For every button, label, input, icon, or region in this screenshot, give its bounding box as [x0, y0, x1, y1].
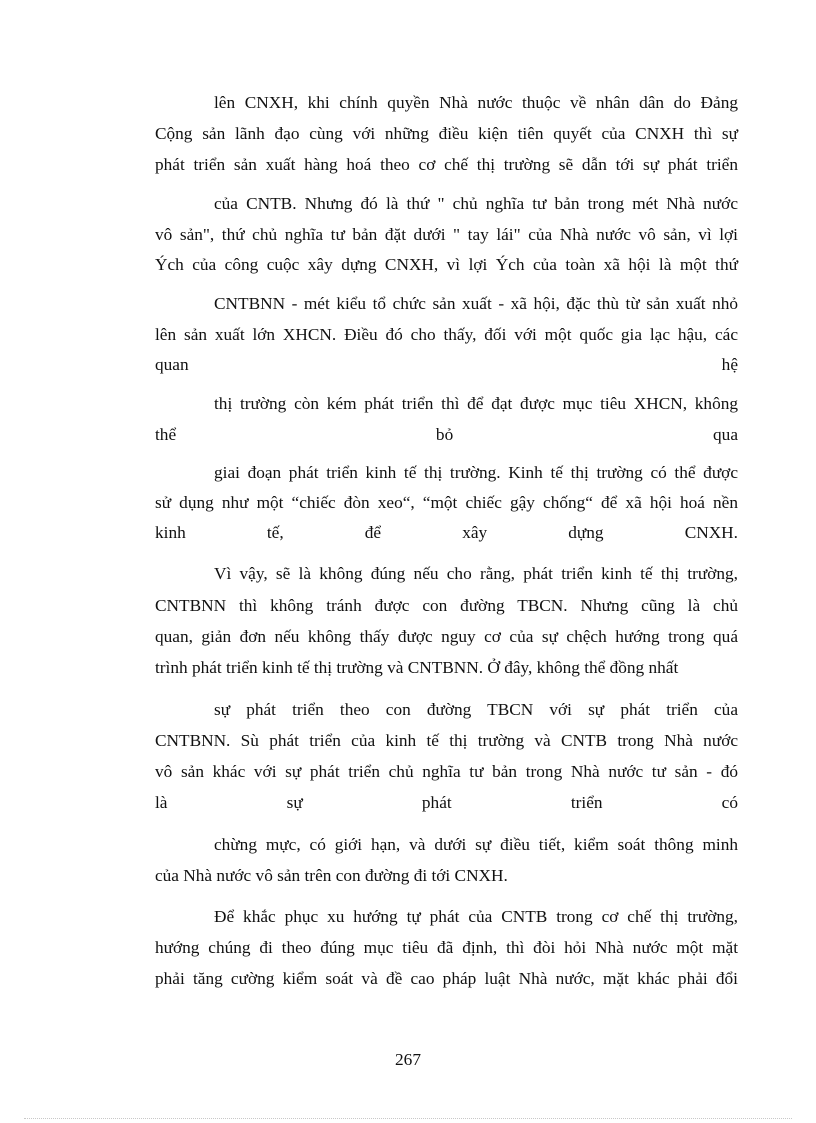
- text-line: CNTBNN - mét kiểu tổ chức sản xuất - xã hội, đặc thù từ sản xuất nhỏ: [214, 294, 738, 313]
- text-line: là sự phát triển có: [155, 793, 738, 812]
- text-line: sự phát triển theo con đường TBCN với sự phát triển của: [214, 700, 738, 719]
- text-line: phát triển sản xuất hàng hoá theo cơ chế thị trường sẽ dẫn tới sự phát triển: [155, 155, 738, 174]
- text-line: sử dụng như một “chiếc đòn xeo“, “một chiếc gậy chống“ để xã hội hoá nền: [155, 493, 738, 512]
- text-line: chừng mực, có giới hạn, và dưới sự điều tiết, kiểm soát thông minh: [214, 835, 738, 854]
- text-line: giai đoạn phát triển kinh tế thị trường. Kinh tế thị trường có thể được: [214, 463, 738, 482]
- text-line: phải tăng cường kiểm soát và đề cao pháp luật Nhà nước, mặt khác phải đổi: [155, 969, 738, 988]
- text-line: của CNTB. Nhưng đó là thứ " chủ nghĩa tư bản trong mét Nhà nước: [214, 194, 738, 213]
- text-line: vô sản", thứ chủ nghĩa tư bản đặt dưới " tay lái" của Nhà nước vô sản, vì lợi: [155, 225, 738, 244]
- text-line: kinh tế, để xây dựng CNXH.: [155, 523, 738, 542]
- text-line: CNTBNN thì không tránh được con đường TBCN. Nhưng cũng là chủ: [155, 596, 738, 615]
- text-line: lên sản xuất lớn XHCN. Điều đó cho thấy, đối với một quốc gia lạc hậu, các: [155, 325, 738, 344]
- text-line: Vì vậy, sẽ là không đúng nếu cho rằng, phát triển kinh tế thị trường,: [214, 564, 738, 583]
- text-line: thị trường còn kém phát triển thì để đạt được mục tiêu XHCN, không: [214, 394, 738, 413]
- text-line: quan hệ: [155, 355, 738, 374]
- page-bottom-divider: [24, 1118, 792, 1119]
- text-line: thể bỏ qua: [155, 425, 738, 444]
- text-line: vô sản khác với sự phát triển chủ nghĩa tư bản trong Nhà nước tư sản - đó: [155, 762, 738, 781]
- text-line: trình phát triển kinh tế thị trường và CNTBNN. Ở đây, không thể đồng nhất: [155, 658, 679, 677]
- text-line: CNTBNN. Sù phát triển của kinh tế thị trường và CNTB trong Nhà nước: [155, 731, 738, 750]
- text-line: của Nhà nước vô sản trên con đường đi tới CNXH.: [155, 866, 508, 885]
- text-line: quan, giản đơn nếu không thấy được nguy cơ của sự chệch hướng trong quá: [155, 627, 738, 646]
- text-line: lên CNXH, khi chính quyền Nhà nước thuộc về nhân dân do Đảng: [214, 93, 738, 112]
- text-line: Để khắc phục xu hướng tự phát của CNTB trong cơ chế thị trường,: [214, 907, 738, 926]
- page-number: 267: [395, 1050, 421, 1069]
- text-line: Ých của công cuộc xây dựng CNXH, vì lợi Ých của toàn xã hội là một thứ: [155, 255, 738, 274]
- text-line: hướng chúng đi theo đúng mục tiêu đã định, thì đòi hỏi Nhà nước một mặt: [155, 938, 738, 957]
- text-line: Cộng sản lãnh đạo cùng với những điều kiện tiên quyết của CNXH thì sự: [155, 124, 738, 143]
